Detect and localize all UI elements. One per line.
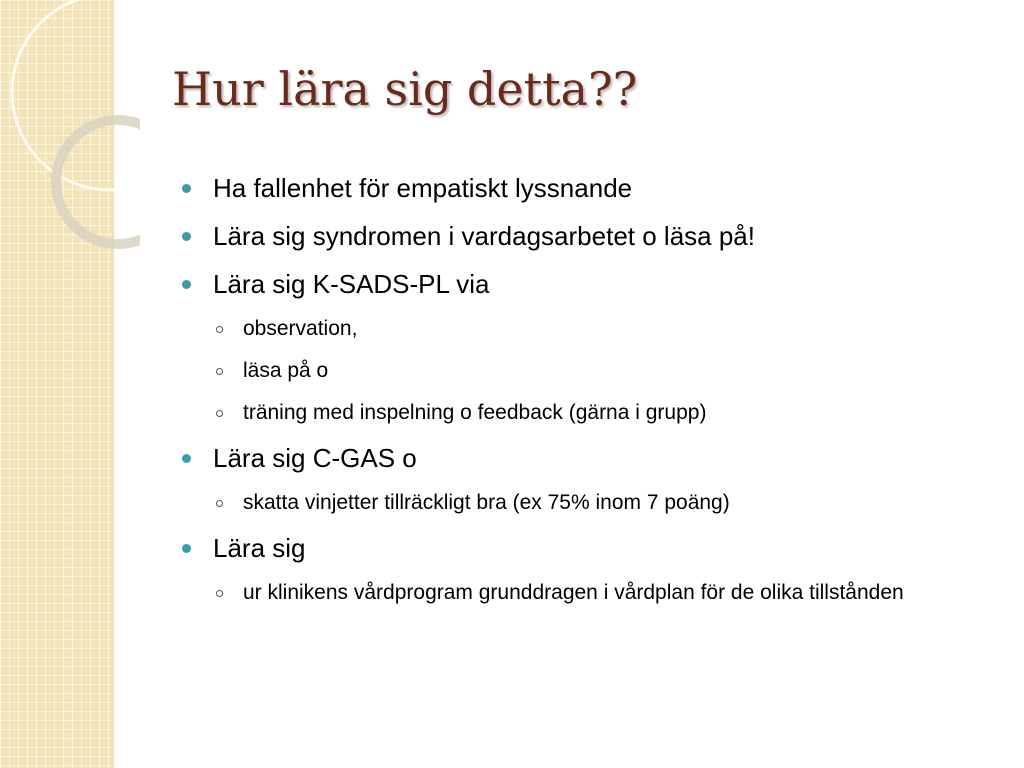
decorative-rings bbox=[0, 0, 140, 300]
decorative-ring-large bbox=[12, 0, 140, 190]
sub-bullet-text: läsa på o bbox=[243, 359, 329, 382]
sub-bullet-text: träning med inspelning o feedback (gärna i grupp) bbox=[243, 401, 707, 424]
sub-bullet-item bbox=[180, 488, 980, 518]
filled-circle-bullet-icon bbox=[182, 184, 191, 193]
bullet-text: Ha fallenhet för empatiskt lyssnande bbox=[213, 173, 633, 203]
bullet-item bbox=[180, 440, 980, 476]
filled-circle-bullet-icon bbox=[182, 232, 191, 241]
sub-bullet-text: ur klinikens vårdprogram grunddragen i vårdplan för de olika tillstånden bbox=[243, 581, 904, 604]
sub-bullet-item bbox=[180, 398, 980, 428]
sub-bullet-text: skatta vinjetter tillräckligt bra (ex 75% inom 7 poäng) bbox=[243, 491, 730, 514]
bullet-item bbox=[180, 218, 980, 254]
bullet-text: Lära sig K-SADS-PL via bbox=[213, 269, 490, 299]
filled-circle-bullet-icon bbox=[182, 454, 191, 463]
filled-circle-bullet-icon bbox=[182, 280, 191, 289]
filled-circle-bullet-icon bbox=[182, 544, 191, 553]
bullet-text: Lära sig C-GAS o bbox=[213, 443, 417, 473]
sub-bullet-item bbox=[180, 314, 980, 344]
bullet-list bbox=[180, 170, 980, 620]
slide-title: Hur lära sig detta?? bbox=[172, 62, 638, 116]
bullet-text: Lära sig syndromen i vardagsarbetet o läsa på! bbox=[213, 221, 755, 251]
sub-bullet-item bbox=[180, 356, 980, 386]
hollow-circle-bullet-icon bbox=[216, 410, 223, 417]
hollow-circle-bullet-icon bbox=[216, 326, 223, 333]
bullet-item bbox=[180, 530, 980, 566]
bullet-text: Lära sig bbox=[213, 533, 306, 563]
bullet-item bbox=[180, 266, 980, 302]
hollow-circle-bullet-icon bbox=[216, 590, 223, 597]
hollow-circle-bullet-icon bbox=[216, 500, 223, 507]
bullet-item bbox=[180, 170, 980, 206]
hollow-circle-bullet-icon bbox=[216, 368, 223, 375]
sub-bullet-text: observation, bbox=[243, 317, 358, 340]
sub-bullet-item bbox=[180, 578, 980, 608]
